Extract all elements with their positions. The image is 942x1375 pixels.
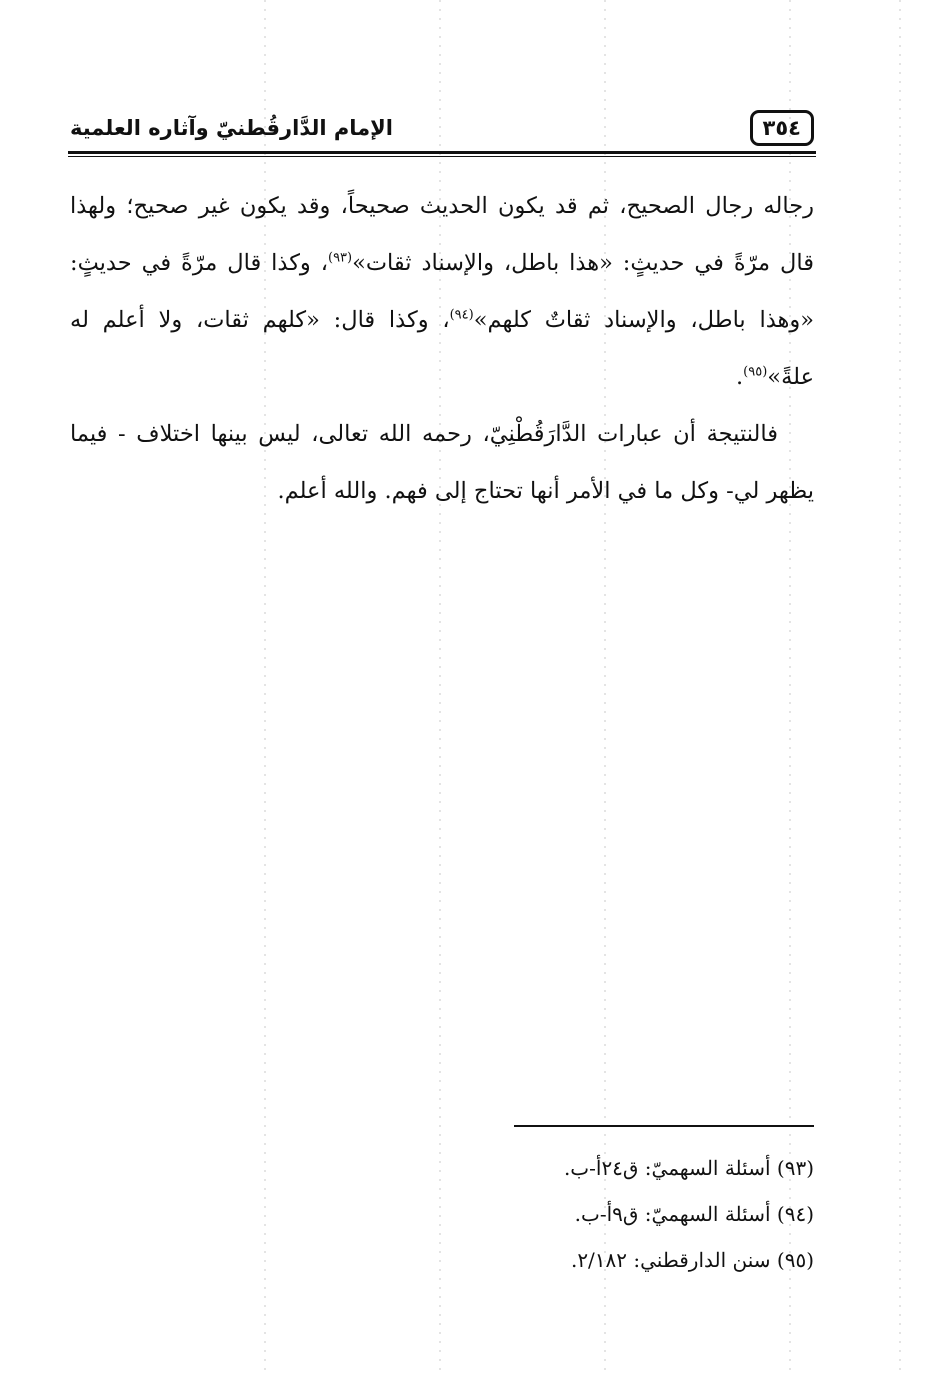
running-title: الإمام الدَّارقُطنيّ وآثاره العلمية (70, 116, 393, 140)
footnote-ref-94: (٩٤) (449, 307, 474, 323)
header-rule (68, 151, 816, 154)
page-header (70, 105, 814, 151)
main-text (70, 178, 814, 520)
paragraph-2: فالنتيجة أن عبارات الدَّارَقُطْنِيّ، رحمه الله تعالى، ليس بينها اختلاف - فيما يظهر لي- وكل ما في الأمر أنها تحتاج إلى فهم. والله أعلم. (70, 421, 814, 504)
paragraph-1-text-a: رجاله رجال الصحيح، ثم قد يكون الحديث صحيحاً، وقد يكون غير صحيح؛ ولهذا قال مرّةً في حديثٍ: «هذا باطل، والإسناد ثقات» (70, 193, 814, 276)
paragraph-1 (70, 178, 814, 406)
footnote-95: (٩٥) سنن الدارقطني: ٢/١٨٢. (570, 1248, 814, 1272)
footnotes (70, 1145, 814, 1283)
header-rule-thin (68, 156, 816, 157)
paragraph-1-text-d: . (736, 364, 744, 390)
page-number: ٣٥٤ (750, 110, 814, 146)
paragraph-1-text-b: ، وكذا قال مرّةً في حديثٍ: «وهذا باطل، والإسناد ثقاتٌ كلهم» (70, 250, 815, 333)
footnote-separator (514, 1125, 814, 1127)
footnote-ref-95: (٩٥) (743, 364, 768, 380)
footnote-93: (٩٣) أسئلة السهميّ: ق٢٤أ-ب. (563, 1156, 814, 1180)
paragraph-1-text-c: ، وكذا قال: «كلهم ثقات، ولا أعلم له علةً» (70, 307, 814, 390)
footnote-ref-93: (٩٣) (327, 250, 353, 266)
footnote-94: (٩٤) أسئلة السهميّ: ق٩أ-ب. (574, 1202, 814, 1226)
